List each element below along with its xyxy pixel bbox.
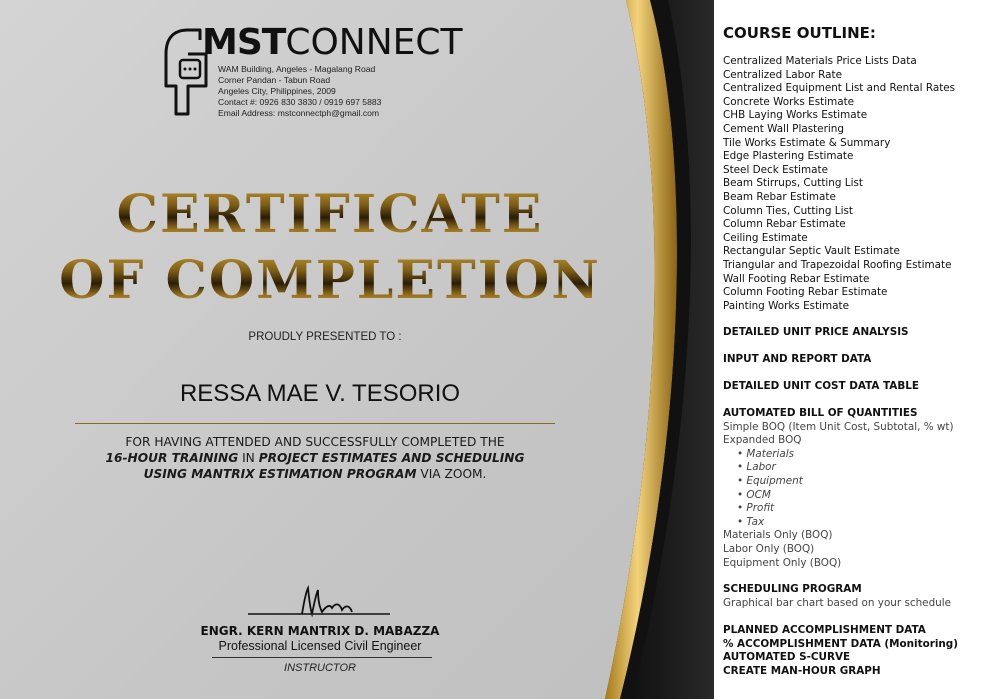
list-item: Simple BOQ (Item Unit Cost, Subtotal, % wt) <box>723 420 954 433</box>
list-item: % ACCOMPLISHMENT DATA (Monitoring) <box>723 637 958 650</box>
scheduling-heading: SCHEDULING PROGRAM <box>723 583 862 595</box>
list-item: Triangular and Trapezoidal Roofing Estimate <box>723 258 952 271</box>
list-item: • Profit <box>737 502 775 515</box>
list-item: Beam Stirrups, Cutting List <box>723 177 863 190</box>
list-item: Concrete Works Estimate <box>723 95 855 108</box>
list-item: Column Ties, Cutting List <box>723 204 853 217</box>
instructor-title: Professional Licensed Civil Engineer <box>218 639 422 653</box>
desc-line-2: 16-HOUR TRAINING IN PROJECT ESTIMATES AND SCHEDULING <box>105 451 525 465</box>
course-outline-heading: COURSE OUTLINE: <box>723 24 876 42</box>
list-item: Column Footing Rebar Estimate <box>723 286 888 299</box>
boq-heading: AUTOMATED BILL OF QUANTITIES <box>723 407 918 419</box>
company-address: WAM Building, Angeles - Magalang Road Corner Pandan - Tabun Road Angeles City, Philippines, 2009 Contact #: 0926 830 3830 / 0919 697 5883 Email Address: mstconnectph@gmail.com <box>218 64 382 118</box>
name-divider <box>75 423 555 424</box>
list-item: Ceiling Estimate <box>723 231 808 244</box>
list-item: Graphical bar chart based on your schedule <box>723 596 952 609</box>
section-input-report-data: INPUT AND REPORT DATA <box>723 353 872 365</box>
list-item: Wall Footing Rebar Estimate <box>723 272 870 285</box>
section-scheduling <box>723 583 951 610</box>
list-item: Tile Works Estimate & Summary <box>723 136 891 149</box>
list-item: Expanded BOQ <box>723 434 802 447</box>
list-item: Centralized Labor Rate <box>723 68 842 81</box>
certificate-subtitle: OF COMPLETION <box>30 250 630 311</box>
list-item: Materials Only (BOQ) <box>723 529 833 542</box>
list-item: Edge Plastering Estimate <box>723 150 854 163</box>
instructor-divider <box>212 657 432 658</box>
estimate-list <box>723 55 955 313</box>
list-item: • Materials <box>737 447 795 460</box>
certificate-title: CERTIFICATE <box>40 184 620 245</box>
logo-wordmark: MSTCONNECT <box>202 22 463 63</box>
completion-description <box>0 434 630 482</box>
list-item: Cement Wall Plastering <box>723 122 844 135</box>
list-item: • Labor <box>737 461 776 474</box>
presented-to-label: PROUDLY PRESENTED TO : <box>248 331 402 343</box>
list-item: Painting Works Estimate <box>723 299 850 312</box>
list-item: PLANNED ACCOMPLISHMENT DATA <box>723 624 926 636</box>
list-item: CREATE MAN-HOUR GRAPH <box>723 664 881 677</box>
instructor-signature <box>240 584 400 624</box>
list-item: Rectangular Septic Vault Estimate <box>723 245 900 258</box>
desc-line-3: USING MANTRIX ESTIMATION PROGRAM VIA ZOOM. <box>143 467 487 481</box>
list-item: • OCM <box>737 488 771 501</box>
instructor-role: INSTRUCTOR <box>284 662 356 674</box>
section-unit-price-analysis: DETAILED UNIT PRICE ANALYSIS <box>723 326 909 338</box>
list-item: Column Rebar Estimate <box>723 218 846 231</box>
desc-line-1: FOR HAVING ATTENDED AND SUCCESSFULLY COMPLETED THE <box>125 435 505 449</box>
course-outline-panel <box>714 0 990 699</box>
list-item: Centralized Materials Price Lists Data <box>723 55 917 67</box>
list-item: Labor Only (BOQ) <box>723 542 815 555</box>
recipient-name: RESSA MAE V. TESORIO <box>179 380 461 407</box>
section-unit-cost-table: DETAILED UNIT COST DATA TABLE <box>723 380 919 392</box>
section-bill-of-quantities <box>723 407 954 570</box>
list-item: Centralized Equipment List and Rental Rates <box>723 82 956 95</box>
list-item: AUTOMATED S-CURVE <box>723 651 851 664</box>
list-item: • Equipment <box>737 474 803 487</box>
list-item: Beam Rebar Estimate <box>723 190 836 203</box>
company-logo <box>162 24 492 124</box>
list-item: Equipment Only (BOQ) <box>723 556 842 569</box>
list-item: • Tax <box>737 515 765 528</box>
list-item: CHB Laying Works Estimate <box>723 109 868 122</box>
section-accomplishment <box>723 624 958 678</box>
instructor-name: ENGR. KERN MANTRIX D. MABAZZA <box>200 624 440 638</box>
list-item: Steel Deck Estimate <box>723 163 828 176</box>
